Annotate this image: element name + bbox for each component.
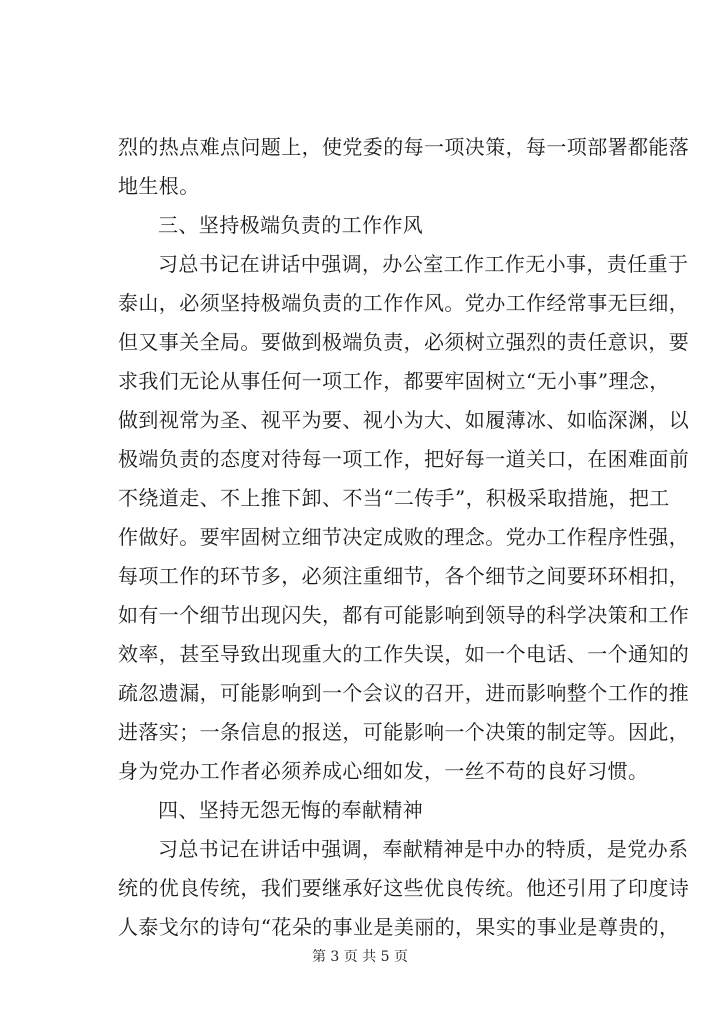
paragraph-line: 统的优良传统，我们要继承好这些优良传统。他还引用了印度诗 bbox=[118, 876, 690, 900]
paragraph-line: 不绕道走、不上推下卸、不当“二传手”，积极采取措施，把工 bbox=[118, 486, 670, 510]
paragraph-line: 习总书记在讲话中强调，办公室工作工作无小事，责任重于 bbox=[158, 252, 689, 276]
page-number-footer: 第 3 页 共 5 页 bbox=[311, 949, 409, 965]
paragraph-line: 求我们无论从事任何一项工作，都要牢固树立“无小事”理念， bbox=[118, 369, 670, 393]
paragraph-line: 烈的热点难点问题上，使党委的每一项决策，每一项部署都能落 bbox=[118, 135, 690, 159]
section-heading: 三、坚持极端负责的工作作风 bbox=[158, 213, 424, 237]
paragraph-line: 但又事关全局。要做到极端负责，必须树立强烈的责任意识，要 bbox=[118, 330, 690, 354]
paragraph-line: 效率，甚至导致出现重大的工作失误，如一个电话、一个通知的 bbox=[118, 642, 690, 666]
section-heading: 四、坚持无怨无悔的奉献精神 bbox=[158, 798, 424, 822]
paragraph-line: 每项工作的环节多，必须注重细节，各个细节之间要环环相扣， bbox=[118, 564, 690, 588]
paragraph-line: 作做好。要牢固树立细节决定成败的理念。党办工作程序性强， bbox=[118, 525, 690, 549]
paragraph-line: 如有一个细节出现闪失，都有可能影响到领导的科学决策和工作 bbox=[118, 603, 690, 627]
paragraph-line: 泰山，必须坚持极端负责的工作作风。党办工作经常事无巨细， bbox=[118, 291, 690, 315]
paragraph-line: 习总书记在讲话中强调，奉献精神是中办的特质，是党办系 bbox=[158, 837, 689, 861]
paragraph-line: 进落实；一条信息的报送，可能影响一个决策的制定等。因此， bbox=[118, 720, 690, 744]
paragraph-line: 身为党办工作者必须养成心细如发，一丝不苟的良好习惯。 bbox=[118, 759, 649, 783]
paragraph-line: 人泰戈尔的诗句“花朵的事业是美丽的，果实的事业是尊贵的， bbox=[118, 915, 680, 939]
paragraph-line: 疏忽遗漏，可能影响到一个会议的召开，进而影响整个工作的推 bbox=[118, 681, 690, 705]
paragraph-line: 极端负责的态度对待每一项工作，把好每一道关口，在困难面前 bbox=[118, 447, 690, 471]
paragraph-line: 做到视常为圣、视平为要、视小为大、如履薄冰、如临深渊，以 bbox=[118, 408, 690, 432]
paragraph-line: 地生根。 bbox=[118, 174, 200, 198]
